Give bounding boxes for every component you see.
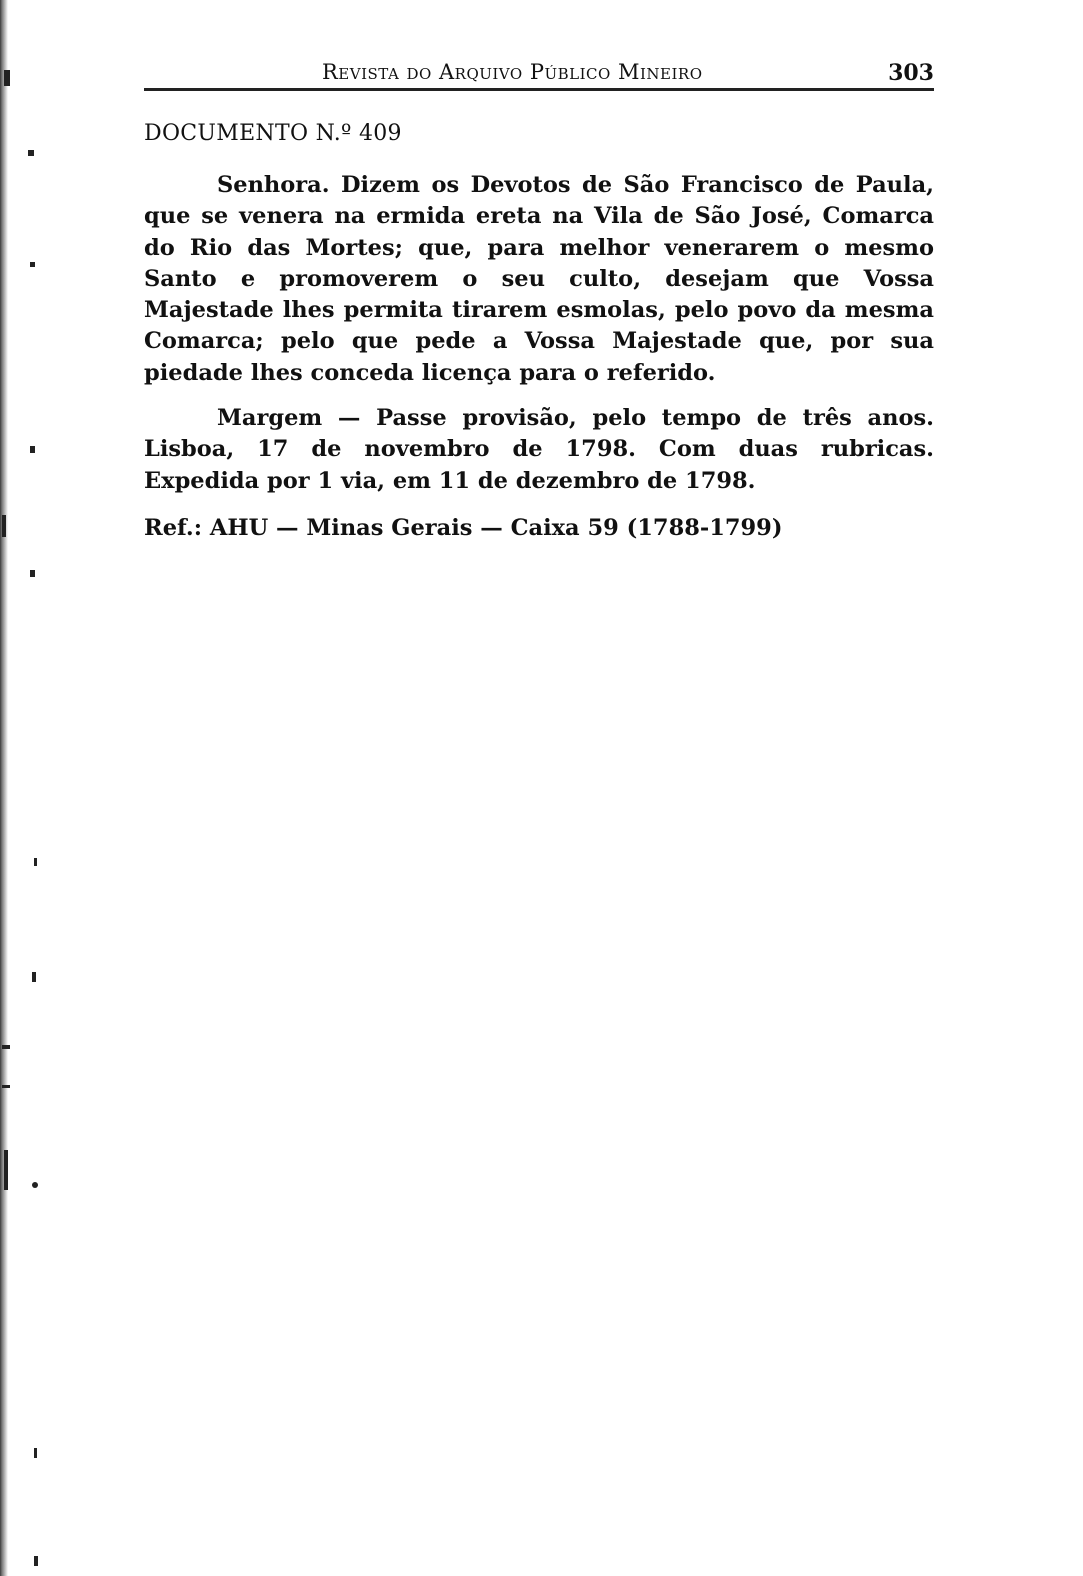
scan-edge-mark [4,1150,8,1190]
document-paragraph: Senhora. Dizem os Devotos de São Francisco de Paula, que se venera na ermida ereta na Vila de São José, Comarca do Rio das Mortes; que, para melhor venerarem o mesmo Santo e promoverem o seu culto, desejam que Vossa Majestade lhes permita tirarem esmolas, pelo povo da mesma Comarca; pelo que pede a Vossa Majestade que, por sua piedade lhes conceda licença para o referido. [144,172,934,386]
scan-edge-mark [4,70,10,86]
scan-edge-mark [34,1556,38,1566]
running-title: Revista do Arquivo Público Mineiro [322,60,703,84]
scan-edge-mark [34,1448,37,1458]
document-title: DOCUMENTO N.º 409 [144,121,402,146]
scan-edge-mark [2,1085,10,1088]
reference-line: Ref.: AHU — Minas Gerais — Caixa 59 (1788-1799) [144,514,783,541]
page-number: 303 [888,60,934,86]
scan-edge-mark [2,1045,10,1049]
scan-edge-mark [28,150,34,156]
scan-edge-shadow [0,0,10,1576]
scan-edge-mark [30,570,35,577]
scan-edge-mark [30,446,35,453]
scan-edge-mark [30,262,35,267]
scan-edge-mark [2,515,6,537]
scan-edge-mark [34,858,37,866]
running-head [144,58,934,91]
margin-note-paragraph: Margem — Passe provisão, pelo tempo de três anos. Lisboa, 17 de novembro de 1798. Com duas rubricas. Expedida por 1 via, em 11 de dezembro de 1798. [144,405,934,494]
page [144,58,934,544]
scan-edge-mark [32,972,36,982]
scan-edge-mark [32,1182,38,1188]
